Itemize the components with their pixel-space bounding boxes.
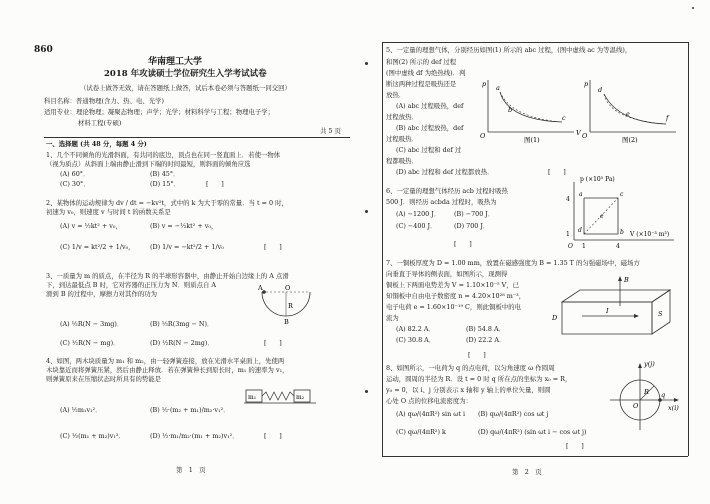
field-b-arrowhead [618, 276, 622, 281]
q5-answer-bracket: [ ] [548, 168, 566, 176]
fig-label-r: R [644, 388, 649, 396]
fig-label-i: I [606, 307, 609, 315]
right-left-border [382, 42, 383, 456]
fig2-origin: O [582, 132, 588, 140]
fig-label-q: q [661, 391, 666, 399]
cycle-label-c: c [620, 191, 624, 198]
binding-dot [365, 62, 368, 65]
right-right-border [688, 42, 689, 456]
q7-line-5: 电子电荷 e = 1.60×10⁻¹⁹ C，则此铜板中的电 [386, 303, 522, 311]
q2-answer-bracket: [ ] [264, 243, 282, 251]
q8-line-1: 8、如图所示，一电荷为 q 的点电荷，以匀角速度 ω 作圆周 [386, 364, 555, 372]
q8-option-d: (D) qω/(4πR²) (sin ωt i − cos ωt j) [478, 428, 587, 436]
hemisphere-figure [258, 284, 318, 326]
q6-line-1: 6、一定量的理想气体经历 acb 过程时吸热 [386, 187, 508, 195]
fig2-label-e: e [626, 110, 630, 118]
majors-line-1: 适用专业：理论物理；凝聚态物理；声学；光学；材料科学与工程；物理电子学； [44, 108, 275, 116]
binding-dot [365, 210, 368, 213]
q8-option-c: (C) qω/(4πR²) k [396, 428, 446, 436]
pv-cycle-figure [554, 176, 684, 252]
exam-code: 860 [34, 45, 53, 55]
q1-option-d: (D) 15°． [150, 180, 180, 188]
fig1-label-a: a [496, 84, 500, 92]
q1-option-a: (A) 60°． [60, 170, 90, 178]
right-top-rule [382, 42, 688, 43]
cycle-v-axis-label: V (×10⁻³ m³) [630, 231, 670, 238]
q5-option-b-cont: 过程吸热． [386, 135, 418, 143]
q7-line-3: 铜板上下两面电势差为 V = 1.10×10⁻⁵ V，已 [386, 281, 520, 289]
current-arrowhead [634, 314, 639, 318]
cycle-p-axis-label: p (×10⁵ Pa) [580, 176, 615, 183]
fig-label-m2: m₂ [296, 394, 305, 401]
fig-label-b: B [284, 318, 289, 326]
fig1-caption: 图(1) [524, 136, 540, 144]
q5-line-1: 5、一定量的理想气体，分别经历如图(1) 所示的 abc 过程，(图中虚线 ac 为等温线)， [386, 46, 632, 54]
fig2-label-d: d [598, 86, 603, 94]
subject-name: 科目名称：普通物理(含力、热、电、光学) [44, 97, 165, 105]
q8-line-3: y₀ = 0，以 i、j 分别表示 x 轴和 y 轴上的单位矢量，则圆 [386, 386, 551, 394]
q7-line-6: 流为 [386, 314, 399, 322]
q6-line-2: 500 J．则经历 acbda 过程时，吸热为 [386, 198, 497, 206]
spring [262, 392, 294, 400]
cycle-y-tick-4: 4 [566, 196, 570, 203]
cycle-label-d: d [578, 227, 582, 234]
binding-dot [365, 390, 368, 393]
q4-line-1: 4、如图，两木块质量为 m₁ 和 m₂，由一轻弹簧连接，放在光滑水平桌面上，先使两 [46, 357, 285, 365]
fig-label-r: R [288, 302, 293, 310]
q8-line-4: 心处 O 点的位移电流密度为： [386, 397, 472, 405]
q2-option-a: (A) v = ½kt² + v₀， [60, 222, 122, 230]
section-title: 一、选择题 (共 48 分，每题 4 分) [46, 140, 147, 148]
y-axis-arrowhead [638, 363, 642, 368]
spring-blocks-figure [244, 386, 320, 408]
cycle-label-b: b [620, 229, 624, 236]
cycle-x-tick-1: 1 [582, 243, 586, 250]
exam-title: 2018 年攻读硕士学位研究生入学考试试卷 [104, 69, 267, 79]
q6-option-c: (C) −400 J． [396, 222, 437, 230]
fig-label-y: y(j) [644, 360, 655, 368]
fig2-caption: 图(2) [622, 136, 638, 144]
q3-option-b: (B) ½R(3mg − N)． [150, 320, 214, 328]
fig-label-d: D [552, 314, 558, 322]
fig2-label-f: f [666, 114, 669, 122]
right-page-footer: 第 2 页 [512, 468, 542, 476]
q2-option-b: (B) v = −½kt² + v₀， [150, 222, 218, 230]
q6-option-b: (B) −700 J． [454, 210, 495, 218]
fig-label-s: S [658, 310, 663, 318]
exam-notice: （试卷上做答无效，请在答题纸上做答，试后本卷必须与答题纸一同交回） [80, 84, 291, 92]
q8-option-b: (B) qω/(4πR²) cos ωt j [478, 410, 549, 418]
copper-plate-figure [552, 272, 682, 352]
header-divider [44, 137, 350, 138]
x-axis-arrowhead [674, 398, 679, 402]
plate-top-face [562, 290, 670, 302]
q7-option-a: (A) 82.2 A． [396, 325, 435, 333]
cycle-label-a: a [579, 191, 583, 198]
left-page-footer: 第 1 页 [176, 466, 206, 474]
q7-line-1: 7、一铜板厚度为 D = 1.00 mm，放置在磁感强度为 B = 1.35 T 的匀强磁场中，磁场方 [386, 259, 640, 267]
q7-answer-bracket: [ ] [468, 351, 486, 359]
q4-line-2: 木块靠近而将弹簧压紧，然后由静止释放．若在弹簧伸长到原长时，m₁ 的速率为 v₁， [46, 366, 289, 374]
fig-label-a: A [258, 284, 263, 292]
q5-option-d: (D) abc 过程和 def 过程都放热． [396, 168, 494, 176]
q3-option-d: (D) ½R(N − 2mg)． [150, 339, 214, 347]
q1-option-c: (C) 30°． [60, 180, 90, 188]
q5-line-3: (图中虚线 df 为绝热线)．判 [386, 69, 466, 77]
q3-option-c: (C) ½R(N − mg)． [60, 339, 120, 347]
fig-label-x: x(i) [668, 404, 679, 412]
q5-option-c-cont: 程都吸热． [386, 157, 418, 165]
q4-option-d: (D) ½·m₁/m₂·(m₁ + m₂)v₁²． [150, 432, 239, 440]
q3-answer-bracket: [ ] [264, 339, 282, 347]
fig1-v-label: V [576, 129, 581, 137]
pv-diagrams-figure [478, 78, 678, 142]
fig-label-b: B [624, 276, 629, 284]
q8-option-a: (A) qω/(4πR²) sin ωt i [396, 410, 466, 418]
fig-label-o: O [285, 284, 291, 292]
q5-option-a: (A) abc 过程吸热，def [396, 102, 464, 110]
q1-option-b: (B) 45°． [150, 170, 180, 178]
q6-answer-bracket: [ ] [454, 240, 472, 248]
q8-line-2: 运动，圆周的半径为 R．设 t = 0 时 q 所在点的坐标为 x₀ = R， [386, 375, 572, 383]
fig2-adiabat [604, 94, 666, 124]
fig-label-o: O [633, 402, 639, 410]
university-name: 华南理工大学 [148, 57, 203, 67]
cycle-y-tick-1: 1 [566, 231, 570, 238]
q3-option-a: (A) ½R(N − 3mg)． [60, 320, 124, 328]
q4-option-b: (B) ½·(m₂ + m₁)/m₂·v₁²． [150, 406, 230, 414]
fig1-label-c: c [562, 114, 566, 122]
cycle-label-e: e [600, 213, 604, 220]
cycle-origin: O [568, 243, 573, 250]
q6-option-d: (D) 700 J． [454, 222, 490, 230]
q7-option-c: (C) 30.8 A． [396, 336, 436, 344]
q4-option-a: (A) ½m₁v₁²． [60, 406, 102, 414]
fig-label-m1: m₁ [248, 394, 257, 401]
q5-option-c: (C) abc 过程和 def 过 [396, 146, 462, 154]
q5-option-b: (B) abc 过程放热，def [396, 124, 464, 132]
q5-line-2: 和图(2) 所示的 def 过程 [386, 58, 457, 66]
scan-speck [692, 7, 694, 9]
total-pages: 共 5 页 [320, 127, 341, 135]
q2-option-d: (D) 1/v = −kt²/2 + 1/v₀ [150, 243, 224, 251]
fig1-p-label: p [482, 80, 487, 88]
q3-line-1: 3、一质量为 m 的质点，在半径为 R 的半球形容器中，由静止开始自边缘上的 A 点滑 [46, 272, 289, 280]
majors-line-2: 材料工程(专硕) [78, 119, 122, 127]
q2-option-c: (C) 1/v = kt²/2 + 1/v₀， [60, 243, 135, 251]
q4-option-c: (C) ½(m₁ + m₂)v₁²． [60, 432, 125, 440]
q7-option-d: (D) 22.2 A． [466, 336, 506, 344]
particle-at-a [262, 290, 266, 294]
q5-line-4: 断这两种过程是吸热还是 [386, 80, 457, 88]
q7-line-2: 向垂直于导体的侧表面，如图所示，现测得 [386, 270, 508, 278]
q2-line-2: 初速为 v₀，则速度 v 与时间 t 的函数关系是 [46, 208, 171, 216]
q4-line-3: 则弹簧原来在压缩状态时所具有的势能是 [46, 375, 162, 383]
q3-line-3: 滑到 B 的过程中，摩擦力对其作的功为 [46, 290, 158, 298]
q6-option-a: (A) −1200 J． [396, 210, 441, 218]
q8-answer-bracket: [ ] [566, 442, 584, 450]
q5-option-a-cont: 过程放热． [386, 113, 418, 121]
cycle-x-tick-4: 4 [616, 243, 620, 250]
fig1-origin: O [480, 132, 486, 140]
q1-answer-bracket: [ ] [206, 180, 224, 188]
q5-line-5: 放热． [386, 91, 406, 99]
q7-option-b: (B) 54.8 A． [466, 325, 505, 333]
right-bottom-rule [382, 456, 688, 457]
circular-charge-figure [604, 360, 684, 432]
q1-line-2: （视为质点）从斜面上端由静止滑到下端的时间最短，则斜面的倾角应选 [46, 160, 251, 168]
q7-line-4: 知铜板中自由电子数密度 n = 4.20×10²⁸ m⁻³， [386, 292, 526, 300]
fig2-p-label: p [584, 80, 589, 88]
q2-line-1: 2、某物体的运动规律为 dv / dt = −kv²t，式中的 k 为大于零的常量．当 t = 0 时， [46, 199, 288, 207]
q3-line-2: 下，到达最低点 B 时，它对容器的正压力为 N．则质点自 A [46, 281, 217, 289]
fig1-label-b: b [508, 106, 513, 114]
q1-line-1: 1、几个不同倾角的光滑斜面，有共同的底边，顶点也在同一竖直面上．若使一物体 [46, 151, 281, 159]
q4-answer-bracket: [ ] [264, 432, 282, 440]
